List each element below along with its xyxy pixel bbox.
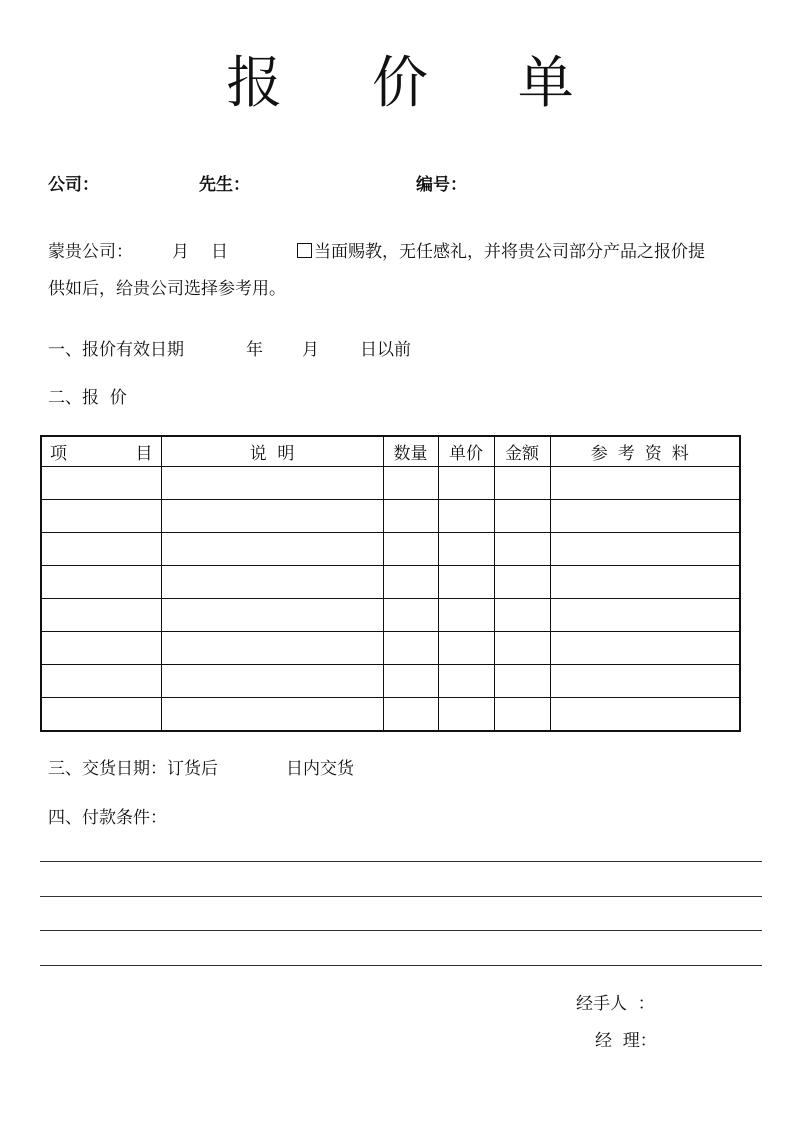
table-cell[interactable]	[161, 500, 383, 533]
table-cell[interactable]	[550, 632, 740, 665]
table-cell[interactable]	[494, 599, 550, 632]
table-cell[interactable]	[383, 467, 438, 500]
document-title: 报 价 单	[226, 51, 610, 116]
table-cell[interactable]	[161, 698, 383, 732]
validity-month: 月	[302, 340, 319, 360]
table-cell[interactable]	[550, 599, 740, 632]
table-row	[41, 665, 740, 698]
table-row	[41, 632, 740, 665]
table-row	[41, 500, 740, 533]
quote-section-label: 二、报 价	[48, 388, 127, 408]
validity-suffix: 日以前	[360, 340, 411, 360]
table-cell[interactable]	[438, 500, 494, 533]
intro-day: 日	[211, 242, 228, 262]
col-amount-header: 金额	[494, 436, 550, 467]
table-cell[interactable]	[383, 599, 438, 632]
col-unit-price-header: 单价	[438, 436, 494, 467]
table-cell[interactable]	[494, 665, 550, 698]
payment-line[interactable]	[40, 930, 762, 931]
table-cell[interactable]	[383, 500, 438, 533]
table-cell[interactable]	[161, 566, 383, 599]
table-header-row	[41, 436, 740, 467]
table-cell[interactable]	[161, 599, 383, 632]
table-cell[interactable]	[41, 599, 161, 632]
payment-line[interactable]	[40, 965, 762, 966]
table-cell[interactable]	[494, 500, 550, 533]
table-cell[interactable]	[550, 533, 740, 566]
validity-label: 一、报价有效日期	[48, 340, 184, 360]
intro-month: 月	[172, 242, 189, 262]
company-label: 公司：	[48, 175, 99, 195]
table-cell[interactable]	[383, 566, 438, 599]
handler-label: 经手人 ：	[576, 994, 655, 1014]
table-cell[interactable]	[438, 665, 494, 698]
table-row	[41, 566, 740, 599]
table-cell[interactable]	[438, 533, 494, 566]
intro-line1-text: 当面赐教，无任感礼，并将贵公司部分产品之报价提	[314, 242, 705, 262]
table-cell[interactable]	[41, 665, 161, 698]
table-row	[41, 533, 740, 566]
checkbox-icon[interactable]	[297, 243, 312, 258]
table-cell[interactable]	[383, 632, 438, 665]
table-cell[interactable]	[494, 566, 550, 599]
quote-table	[40, 435, 741, 732]
payment-line[interactable]	[40, 861, 762, 862]
table-cell[interactable]	[438, 698, 494, 732]
delivery-label: 三、交货日期：订货后	[48, 759, 218, 779]
payment-terms-label: 四、付款条件：	[48, 808, 167, 828]
intro-salutation: 蒙贵公司：	[48, 242, 133, 262]
delivery-suffix: 日内交货	[286, 759, 354, 779]
table-cell[interactable]	[383, 665, 438, 698]
table-cell[interactable]	[41, 467, 161, 500]
table-cell[interactable]	[550, 665, 740, 698]
table-cell[interactable]	[494, 632, 550, 665]
col-qty-header: 数量	[383, 436, 438, 467]
mister-label: 先生：	[199, 175, 250, 195]
intro-line2: 供如后，给贵公司选择参考用。	[48, 279, 286, 299]
table-row	[41, 698, 740, 732]
col-desc-header: 说 明	[161, 436, 383, 467]
table-cell[interactable]	[383, 533, 438, 566]
manager-label: 经 理：	[595, 1031, 657, 1051]
table-cell[interactable]	[550, 467, 740, 500]
table-cell[interactable]	[41, 500, 161, 533]
table-cell[interactable]	[383, 698, 438, 732]
intro-line1	[297, 240, 705, 264]
table-cell[interactable]	[550, 698, 740, 732]
validity-year: 年	[246, 340, 263, 360]
table-cell[interactable]	[41, 632, 161, 665]
table-cell[interactable]	[550, 500, 740, 533]
table-cell[interactable]	[41, 698, 161, 732]
table-cell[interactable]	[41, 533, 161, 566]
table-cell[interactable]	[494, 467, 550, 500]
col-item-header: 项 目	[41, 436, 161, 467]
table-cell[interactable]	[161, 665, 383, 698]
table-cell[interactable]	[438, 467, 494, 500]
payment-line[interactable]	[40, 896, 762, 897]
table-cell[interactable]	[494, 533, 550, 566]
table-cell[interactable]	[438, 632, 494, 665]
table-cell[interactable]	[438, 566, 494, 599]
table-cell[interactable]	[161, 467, 383, 500]
col-reference-header: 参考资料	[550, 436, 740, 467]
table-cell[interactable]	[161, 533, 383, 566]
quote-table-body	[41, 467, 740, 732]
table-cell[interactable]	[438, 599, 494, 632]
table-cell[interactable]	[41, 566, 161, 599]
table-cell[interactable]	[494, 698, 550, 732]
table-row	[41, 599, 740, 632]
number-label: 编号：	[416, 175, 467, 195]
table-cell[interactable]	[161, 632, 383, 665]
table-cell[interactable]	[550, 566, 740, 599]
table-row	[41, 467, 740, 500]
